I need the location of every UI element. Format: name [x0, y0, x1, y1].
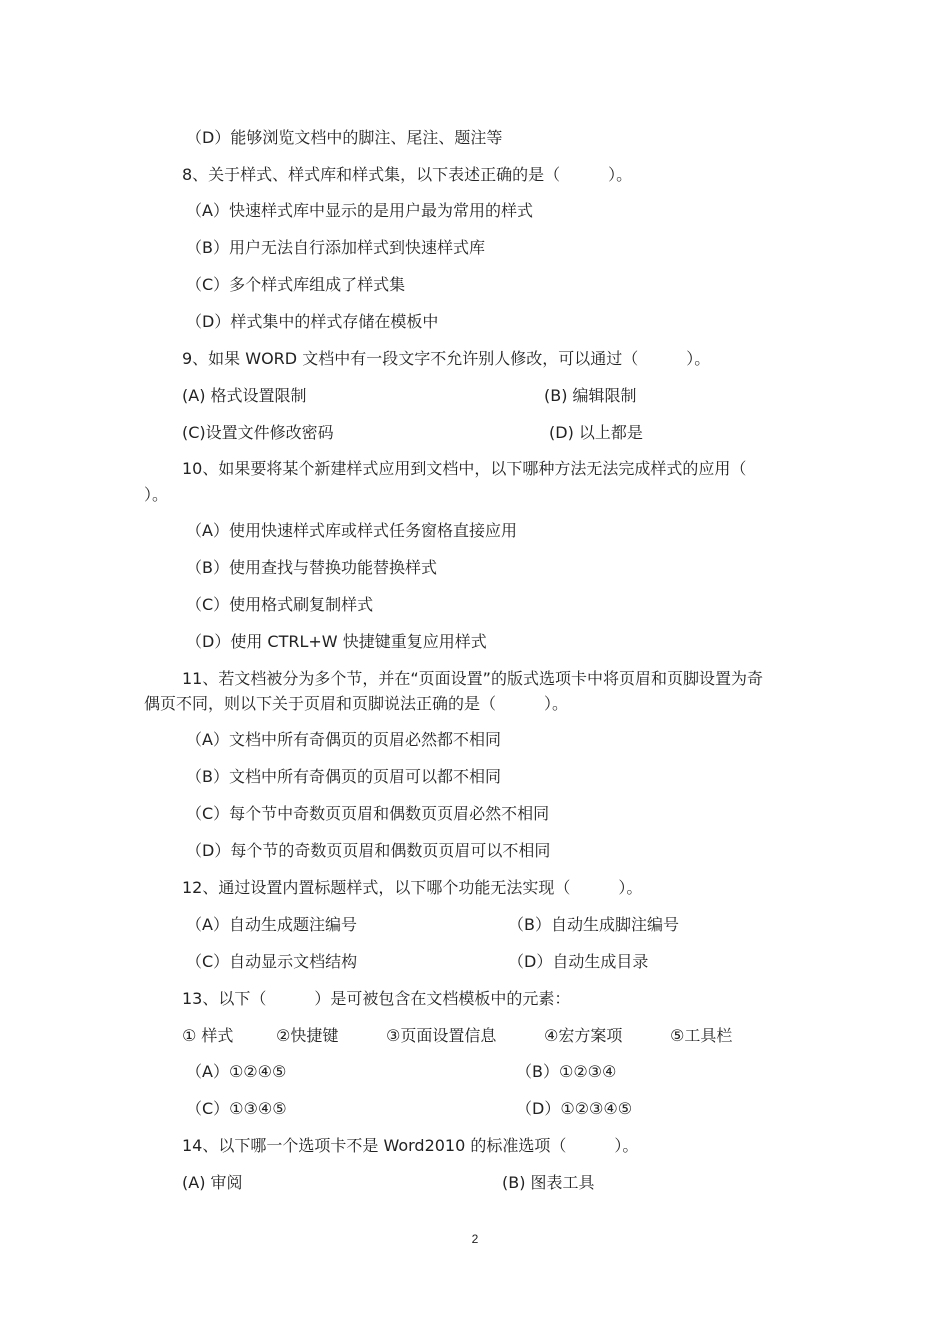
q11-option-d: （D）每个节的奇数页页眉和偶数页页眉可以不相同 — [186, 841, 551, 860]
q13-item-5: ⑤工具栏 — [670, 1026, 733, 1045]
q8-option-c: （C）多个样式库组成了样式集 — [186, 275, 406, 294]
q8-option-d: （D）样式集中的样式存储在模板中 — [186, 312, 439, 331]
q12-option-c: （C）自动显示文档结构 — [186, 952, 358, 971]
q9-option-b: (B) 编辑限制 — [544, 386, 637, 405]
q11-option-c: （C）每个节中奇数页页眉和偶数页页眉必然不相同 — [186, 804, 550, 823]
q7-option-d: （D）能够浏览文档中的脚注、尾注、题注等 — [186, 128, 503, 147]
q9-option-c: (C)设置文件修改密码 — [182, 423, 334, 442]
q10-stem-line1: 10、如果要将某个新建样式应用到文档中，以下哪种方法无法完成样式的应用（ — [182, 459, 747, 478]
q13-option-c: （C）①③④⑤ — [186, 1099, 287, 1118]
q10-option-c: （C）使用格式刷复制样式 — [186, 595, 374, 614]
q13-option-d: （D）①②③④⑤ — [516, 1099, 633, 1118]
q13-item-1: ① 样式 — [182, 1026, 234, 1045]
q11-option-b: （B）文档中所有奇偶页的页眉可以都不相同 — [186, 767, 501, 786]
q8-stem: 8、关于样式、样式库和样式集，以下表述正确的是（ ）。 — [182, 165, 633, 184]
q13-item-4: ④宏方案项 — [544, 1026, 623, 1045]
q14-option-b: (B) 图表工具 — [502, 1173, 595, 1192]
q13-option-b: （B）①②③④ — [516, 1062, 617, 1081]
q12-option-a: （A）自动生成题注编号 — [186, 915, 357, 934]
q11-stem-line1: 11、若文档被分为多个节，并在“页面设置”的版式选项卡中将页眉和页脚设置为奇 — [182, 669, 763, 688]
q10-option-d: （D）使用 CTRL+W 快捷键重复应用样式 — [186, 632, 487, 651]
q10-option-a: （A）使用快速样式库或样式任务窗格直接应用 — [186, 521, 517, 540]
q9-option-d: (D) 以上都是 — [549, 423, 643, 442]
q10-option-b: （B）使用查找与替换功能替换样式 — [186, 558, 437, 577]
q11-option-a: （A）文档中所有奇偶页的页眉必然都不相同 — [186, 730, 501, 749]
q12-option-d: （D）自动生成目录 — [508, 952, 649, 971]
q12-option-b: （B）自动生成脚注编号 — [508, 915, 679, 934]
q9-stem: 9、如果 WORD 文档中有一段文字不允许别人修改，可以通过（ ）。 — [182, 349, 711, 368]
q9-option-a: (A) 格式设置限制 — [182, 386, 307, 405]
q8-option-b: （B）用户无法自行添加样式到快速样式库 — [186, 238, 485, 257]
q13-option-a: （A）①②④⑤ — [186, 1062, 287, 1081]
q12-stem: 12、通过设置内置标题样式，以下哪个功能无法实现（ ）。 — [182, 878, 643, 897]
q14-stem: 14、以下哪一个选项卡不是 Word2010 的标准选项（ ）。 — [182, 1136, 639, 1155]
q11-stem-line2: 偶页不同，则以下关于页眉和页脚说法正确的是（ ）。 — [144, 694, 569, 713]
q13-stem: 13、以下（ ）是可被包含在文档模板中的元素： — [182, 989, 571, 1008]
q8-option-a: （A）快速样式库中显示的是用户最为常用的样式 — [186, 201, 533, 220]
q14-option-a: (A) 审阅 — [182, 1173, 243, 1192]
q10-stem-line2: ）。 — [144, 485, 169, 504]
page-number: 2 — [471, 1232, 479, 1246]
q13-item-3: ③页面设置信息 — [386, 1026, 497, 1045]
q13-item-2: ②快捷键 — [276, 1026, 339, 1045]
